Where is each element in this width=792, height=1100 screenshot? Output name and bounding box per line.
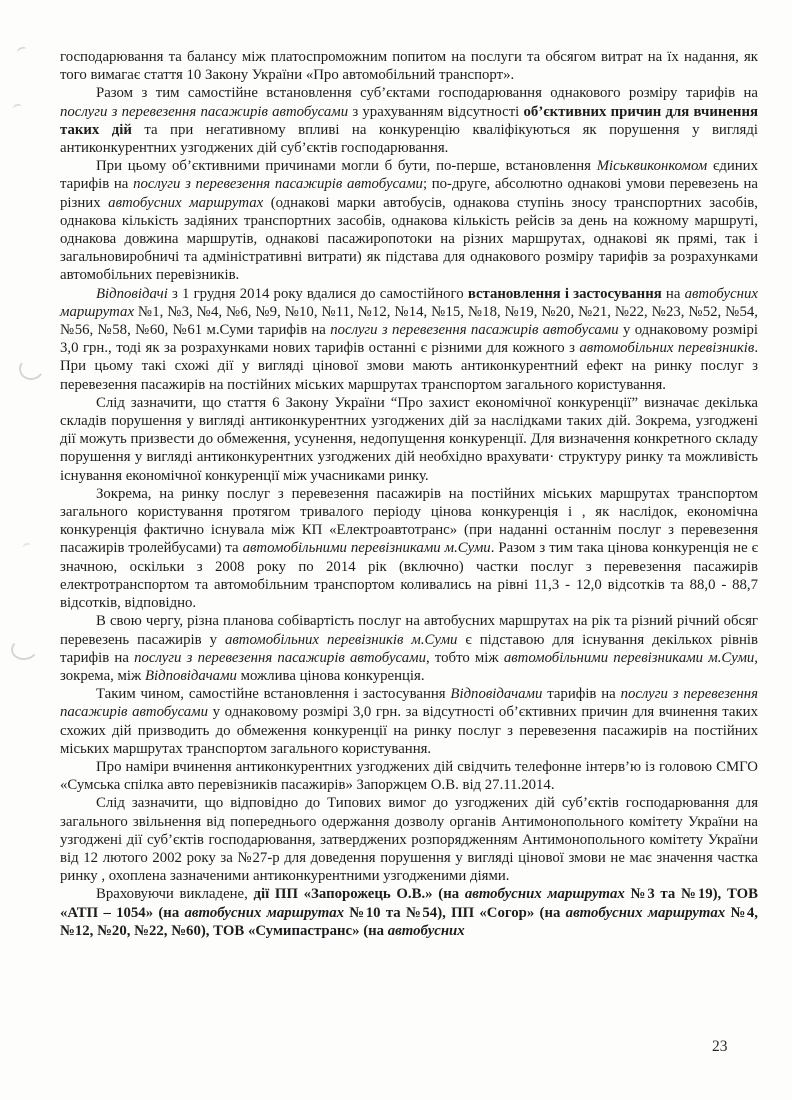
- text-run: та при негативному впливі на конкуренцію кваліфікуються як порушення у вигляді антиконкурентних узгоджених дій суб’єктів господарювання.: [60, 121, 758, 157]
- paragraph: [60, 84, 758, 157]
- text-run: послуги з перевезення пасажирів автобусами: [133, 176, 423, 193]
- text-run: автомобільними перевізниками м.Суми: [242, 540, 491, 557]
- text-run: При цьому об’єктивними причинами могли б бути, по-перше, встановлення: [96, 158, 597, 175]
- text-run: послуги з перевезення пасажирів автобусами: [60, 686, 758, 721]
- text-run: Слід зазначити, що відповідно до Типових вимог до узгоджених дій суб’єктів господарювання для загального звільнення від попереднього одержання дозволу органів Антимонопольного комітету України на узгоджені дії суб’єктів господарювання, затверджених розпорядженням Антимонопольного комітету України від 12 лютого 2002 року за №27-р для доведення порушення у вигляді цінової змови не має значення частка ринку , охоплена зазначеними антиконкурентними узгодженими діями.: [60, 795, 758, 885]
- text-run: можлива цінова конкуренція.: [236, 667, 425, 684]
- text-run: №3 та №19), ТОВ «АТП – 1054» (на: [60, 886, 759, 921]
- paragraph: [60, 394, 758, 485]
- text-run: на: [661, 285, 685, 302]
- text-run: Разом з тим самостійне встановлення суб’єктами господарювання однакового розміру тарифів на: [96, 85, 758, 102]
- page-number: 23: [712, 1038, 728, 1055]
- text-run: послуги з перевезення пасажирів автобусами: [60, 103, 349, 120]
- text-run: Відповідачі: [96, 285, 168, 302]
- document-body: [60, 48, 758, 940]
- text-run: зокрема, між: [60, 667, 145, 684]
- text-run: Таким чином, самостійне встановлення і застосування: [96, 686, 451, 703]
- text-run: . Разом з тим така цінова конкуренція не є значною, оскільки з 2008 року по 2014 рік (включно) частки послуг з перевезення пасажирів електротранспортом та автомобільним транспортом коливались на рівні 11,3 - 12,0 відсотків та 88,0 - 88,7 відсотків, відповідно.: [60, 540, 758, 612]
- text-run: дії ПП «Запорожець О.В.» (на: [253, 886, 465, 903]
- paragraph: [60, 157, 758, 284]
- text-run: у однаковому розмірі 3,0 грн. за відсутності об’єктивних причин для вчинення таких схожих дій призводить до обмеження конкуренції на ринку послуг з перевезення пасажирів на постійних міських маршрутах транспортом загального користування.: [60, 704, 759, 757]
- paragraph: [60, 758, 758, 794]
- text-run: Відповідачами: [450, 686, 543, 703]
- paragraph: [60, 612, 758, 685]
- paragraph: [60, 685, 758, 758]
- text-run: Зокрема, на ринку послуг з перевезення пасажирів на постійних міських маршрутах транспортом загального користування протягом тривалого періоду цінова конкуренція і , як наслідок, економічна конкуренція фактично існувала між КП «Електроавтотранс» (при наданні останнім послуг з перевезення пасажирів тролейбусами) та: [60, 485, 758, 557]
- text-run: автобусних маршрутах: [565, 904, 726, 921]
- text-run: тарифів на: [542, 686, 621, 703]
- text-run: ; по-друге, абсолютно однакові умови перевезень на різних: [60, 176, 758, 211]
- text-run: №1, №3, №4, №6, №9, №10, №11, №12, №14, №15, №18, №19, №20, №21, №22, №23, №52, №54, №56, №58, №60, №61 м.Суми тарифів на: [60, 303, 758, 339]
- text-run: №4, №12, №20, №22, №60), ТОВ «Сумипастранс» (на: [60, 904, 759, 939]
- paragraph: [60, 485, 758, 612]
- scan-crescent-mark: [10, 636, 40, 662]
- text-run: . При цьому такі схожі дії у вигляді цінової змови мають антиконкурентний ефект на ринку послуг з перевезення пасажирів на постійних міських маршрутах транспортом загального користування.: [60, 340, 759, 393]
- text-run: автомобільних перевізників м.Суми: [224, 631, 458, 648]
- paragraph: [60, 794, 758, 885]
- text-run: Слід зазначити, що стаття 6 Закону України “Про захист економічної конкуренції” визначає декілька складів порушення у вигляді антиконкурентних узгоджених дій за наслідками таких дій. Зокрема, узгоджені дії можуть призвести до обмеження, усунення, недопущення конкуренції. Для визначення конкретного складу порушення у вигляді антиконкурентних узгоджених дій необхідно врахувати· структуру ринку та можливість існування економічної конкуренції між учасниками ринку.: [60, 394, 758, 484]
- text-run: об’єктивних причин для вчинення таких дій: [60, 103, 758, 138]
- text-run: автомобільних перевізників: [579, 340, 755, 357]
- text-run: автобусних маршрутах: [184, 904, 345, 921]
- text-run: господарювання та балансу між платоспроможним попитом на послуги та обсягом витрат на їх надання, як того вимагає стаття 10 Закону України «Про автомобільний транспорт».: [60, 49, 758, 84]
- text-run: (однакові марки автобусів, однакова ступінь зносу транспортних засобів, однакова кількість задіяних транспортних засобів, однакова кількість рейсів за день на кожному маршруті, однакова довжина маршрутів, однакові пасажиропотоки на різних маршрутах, однакові як прямі, так і загальновиробничі та адміністративні витрати) як підстава для однакового розміру тарифів за розрахунками автомобільних перевізників.: [60, 194, 758, 284]
- text-run: єдиних тарифів на: [60, 158, 759, 193]
- text-run: автомобільними перевізниками м.Суми,: [503, 649, 759, 666]
- text-run: Міськвиконкомом: [596, 158, 708, 175]
- text-run: є підставою для існування декількох рівнів тарифів на: [60, 631, 758, 666]
- text-run: Про наміри вчинення антиконкурентних узгоджених дій свідчить телефонне інтерв’ю із головою СМГО «Сумська спілка авто перевізників пасажирів» Запоржцем О.В. від 27.11.2014.: [60, 758, 758, 794]
- scan-smudge-mark: [12, 103, 23, 112]
- text-run: послуги з перевезення пасажирів автобусами: [330, 322, 619, 339]
- text-run: послуги з перевезення пасажирів автобусами: [134, 649, 426, 666]
- text-run: автобусних: [387, 922, 465, 939]
- text-run: встановлення і застосування: [467, 285, 662, 302]
- text-run: автобусних маршрутах: [108, 194, 264, 211]
- text-run: автобусних маршрутах: [60, 285, 758, 320]
- scan-crescent-mark: [17, 355, 46, 383]
- paragraph: [60, 285, 758, 394]
- paragraph: [60, 885, 758, 940]
- text-run: В свою чергу, різна планова собівартість послуг на автобусних маршрутах на рік та різний річний обсяг перевезень пасажирів у: [60, 613, 758, 648]
- text-run: Відповідачами: [144, 667, 237, 684]
- text-run: , тобто між: [426, 649, 504, 666]
- text-run: №10 та №54), ПП «Согор» (на: [344, 904, 566, 921]
- text-run: з 1 грудня 2014 року вдалися до самостійного: [167, 285, 468, 302]
- text-run: Враховуючи викладене,: [96, 886, 254, 903]
- text-run: у однаковому розмірі 3,0 грн., тоді як за розрахунками нових тарифів останні є різними для кожного з: [60, 322, 759, 357]
- scan-smudge-mark: [22, 542, 32, 551]
- text-run: автобусних маршрутах: [464, 886, 625, 903]
- paragraph: [60, 48, 758, 84]
- scan-smudge-mark: [16, 45, 28, 56]
- text-run: з урахуванням відсутності: [348, 103, 524, 120]
